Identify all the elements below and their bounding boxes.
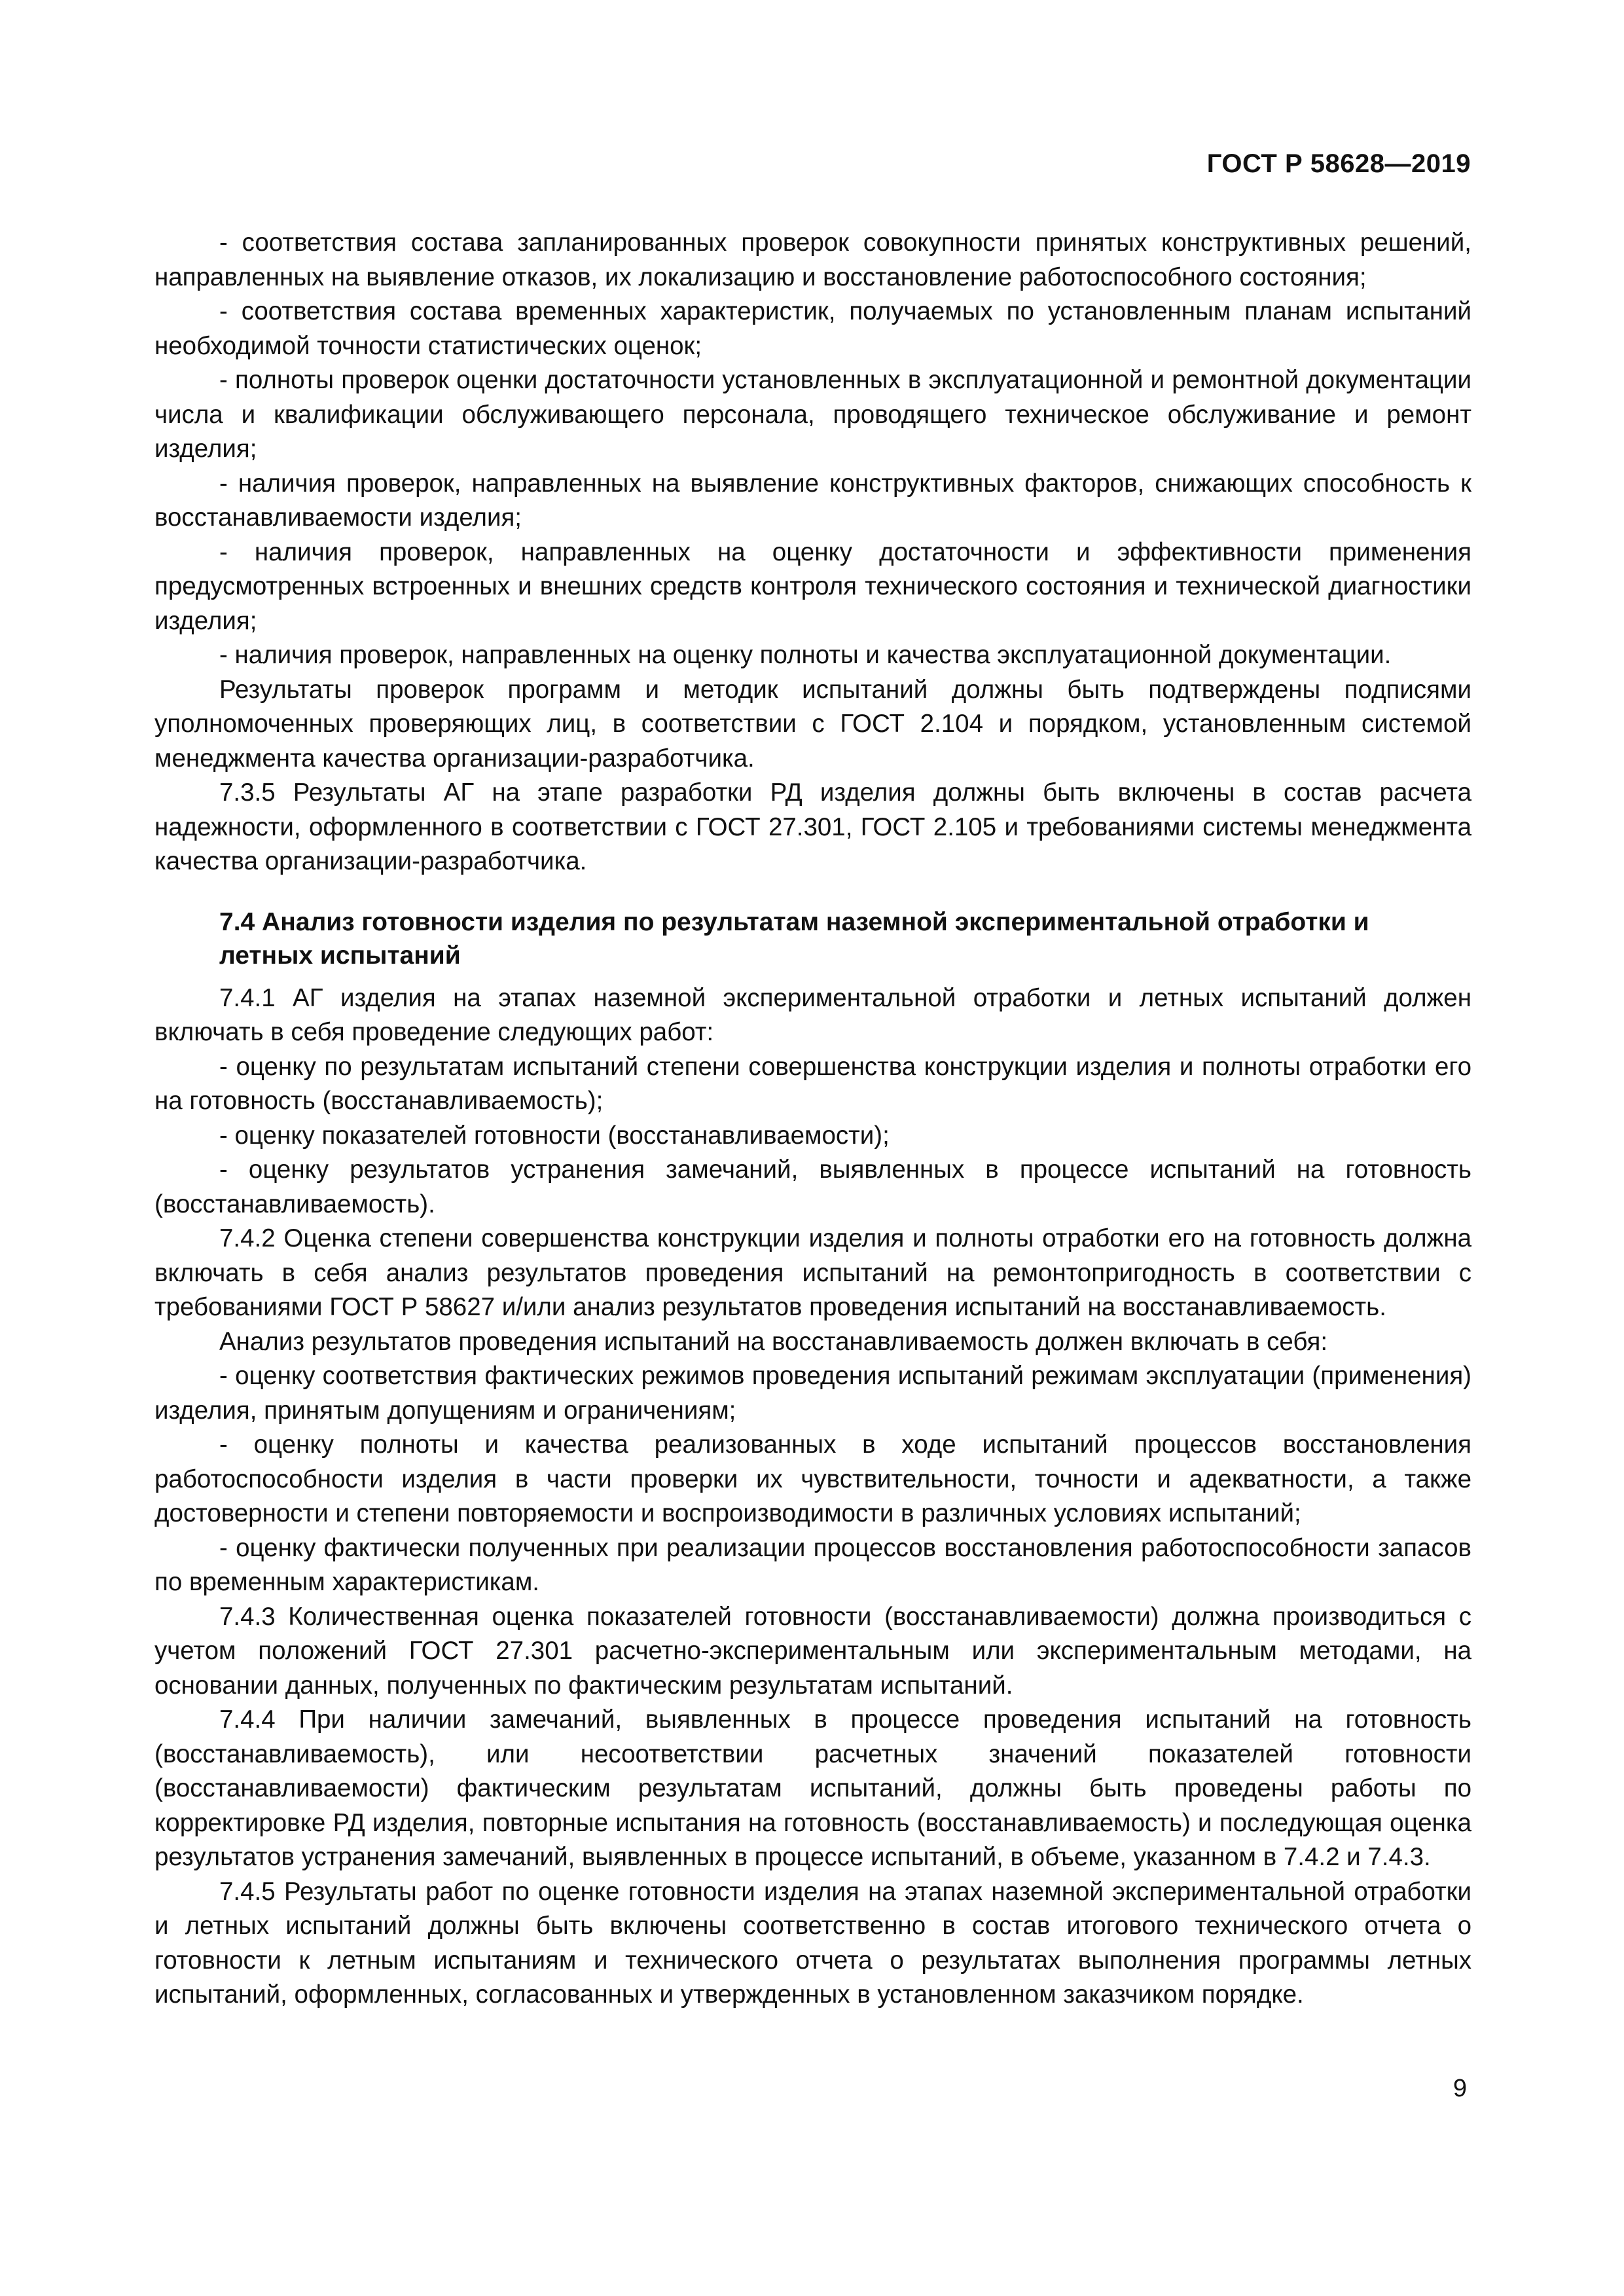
paragraph: - соответствия состава временных характеристик, получаемых по установленным планам испытаний необходимой точности статистических оценок;: [154, 297, 1471, 360]
paragraph: - оценку соответствия фактических режимов проведения испытаний режимам эксплуатации (применения) изделия, принятым допущениям и ограничениям;: [154, 1362, 1471, 1425]
section-heading: 7.4 Анализ готовности изделия по результатам наземной экспериментальной отработки и летных испытаний: [219, 907, 1369, 970]
paragraph: 7.3.5 Результаты АГ на этапе разработки РД изделия должны быть включены в состав расчета надежности, оформленного в соответствии с ГОСТ 27.301, ГОСТ 2.105 и требованиями системы менеджмента качества организации-разработчика.: [154, 778, 1471, 875]
page-number: 9: [1453, 2075, 1467, 2102]
paragraph: - оценку результатов устранения замечаний, выявленных в процессе испытаний на готовность (восстанавливаемость).: [154, 1156, 1471, 1218]
standard-designation: ГОСТ Р 58628—2019: [1206, 149, 1471, 178]
paragraph: 7.4.1 АГ изделия на этапах наземной экспериментальной отработки и летных испытаний должен включать в себя проведение следующих работ:: [154, 983, 1471, 1046]
paragraph: - оценку по результатам испытаний степени совершенства конструкции изделия и полноты отработки его на готовность (восстанавливаемость);: [154, 1052, 1471, 1115]
paragraph: - наличия проверок, направленных на оценку полноты и качества эксплуатационной документации.: [219, 641, 1392, 669]
paragraph: 7.4.2 Оценка степени совершенства конструкции изделия и полноты отработки его на готовность должна включать в себя анализ результатов проведения испытаний на ремонтопригодность в соответствии с требованиями ГОСТ Р 58627 и/или анализ результатов проведения испытаний на восстанавливаемость.: [154, 1224, 1471, 1321]
paragraph: - наличия проверок, направленных на выявление конструктивных факторов, снижающих способность к восстанавливаемости изделия;: [154, 469, 1471, 532]
paragraph: Результаты проверок программ и методик испытаний должны быть подтверждены подписями уполномоченных проверяющих лиц, в соответствии с ГОСТ 2.104 и порядком, установленным системой менеджмента качества организации-разработчика.: [154, 675, 1471, 773]
paragraph: Анализ результатов проведения испытаний на восстанавливаемость должен включать в себя:: [219, 1327, 1328, 1356]
paragraph: 7.4.4 При наличии замечаний, выявленных в процессе проведения испытаний на готовность (восстанавливаемость), или несоответствии расчетных значений показателей готовности (восстанавливаемости) фактическим результатам испытаний, должны быть проведены работы по корректировке РД изделия, повторные испытания на готовность (восстанавливаемость) и последующая оценка результатов устранения замечаний, выявленных в процессе испытаний, в объеме, указанном в 7.4.2 и 7.4.3.: [154, 1705, 1471, 1871]
document-body: [154, 226, 1471, 2013]
paragraph: - наличия проверок, направленных на оценку достаточности и эффективности применения предусмотренных встроенных и внешних средств контроля технического состояния и технической диагностики изделия;: [154, 538, 1471, 635]
paragraph: 7.4.5 Результаты работ по оценке готовности изделия на этапах наземной экспериментальной отработки и летных испытаний должны быть включены соответственно в состав итогового технического отчета о готовности к летным испытаниям и технического отчета о результатах выполнения программы летных испытаний, оформленных, согласованных и утвержденных в установленном заказчиком порядке.: [154, 1877, 1471, 2009]
paragraph: 7.4.3 Количественная оценка показателей готовности (восстанавливаемости) должна производиться с учетом положений ГОСТ 27.301 расчетно-экспериментальным или экспериментальным методами, на основании данных, полученных по фактическим результатам испытаний.: [154, 1602, 1471, 1700]
paragraph: - соответствия состава запланированных проверок совокупности принятых конструктивных решений, направленных на выявление отказов, их локализацию и восстановление работоспособного состояния;: [154, 228, 1471, 291]
paragraph: - оценку фактически полученных при реализации процессов восстановления работоспособности запасов по временным характеристикам.: [154, 1533, 1471, 1596]
paragraph: - оценку показателей готовности (восстанавливаемости);: [219, 1121, 890, 1150]
paragraph: - полноты проверок оценки достаточности установленных в эксплуатационной и ремонтной документации числа и квалификации обслуживающего персонала, проводящего техническое обслуживание и ремонт изделия;: [154, 366, 1471, 463]
paragraph: - оценку полноты и качества реализованных в ходе испытаний процессов восстановления работоспособности изделия в части проверки их чувствительности, точности и адекватности, а также достоверности и степени повторяемости и воспроизводимости в различных условиях испытаний;: [154, 1430, 1471, 1527]
